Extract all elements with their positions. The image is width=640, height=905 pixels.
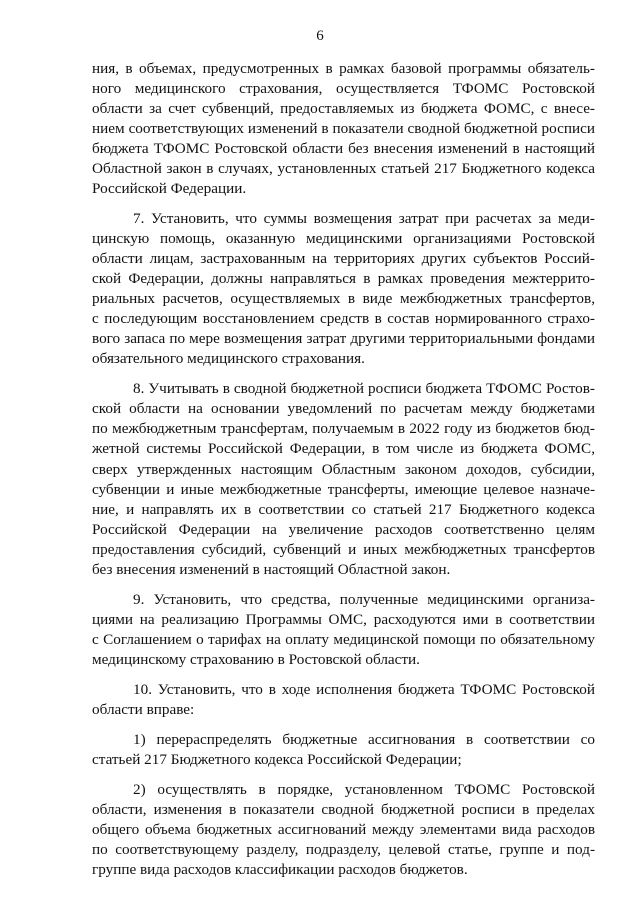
- paragraph-9-first-line: 9. Установить, что средства, полученные медицинскими организа-: [133, 590, 595, 608]
- text-line: с последующим восстановлением средств в состав нормированного страхо-: [92, 310, 595, 328]
- text-line: субвенции и иные межбюджетные трансферты, имеющие целевое назначе-: [92, 480, 595, 498]
- text-line: ния, в объемах, предусмотренных в рамках базовой программы обязатель-: [92, 60, 595, 77]
- text-line: жетной системы Российской Федерации, в том числе из бюджета ФОМС,: [92, 440, 595, 458]
- text-line: вого запаса по мере возмещения затрат другими территориальными фондами: [92, 330, 595, 348]
- text-line: Областной закон в случаях, установленных статьей 217 Бюджетного кодекса: [92, 160, 595, 178]
- text-line: с Соглашением о тарифах на оплату медицинской помощи по обязательному: [92, 630, 595, 648]
- text-line: предоставления субсидий, субвенций и иных межбюджетных трансфертов: [92, 540, 595, 558]
- subitem-2-first-line: 2) осуществлять в порядке, установленном ТФОМС Ростовской: [133, 780, 595, 798]
- text-line: цинскую помощь, оказанную медицинскими организациями Ростовской: [92, 230, 595, 248]
- text-line: ской Федерации, должны направляться в рамках проведения межтеррито-: [92, 270, 595, 288]
- subitem-1-first-line: 1) перераспределять бюджетные ассигнования в соответствии со: [133, 730, 595, 748]
- paragraph-8-first-line: 8. Учитывать в сводной бюджетной росписи бюджета ТФОМС Ростов-: [133, 380, 595, 398]
- paragraph-10-first-line: 10. Установить, что в ходе исполнения бюджета ТФОМС Ростовской: [133, 680, 595, 698]
- text-line: по соответствующему разделу, подразделу, целевой статье, группе и под-: [92, 840, 595, 858]
- text-line: области за счет субвенций, предоставляемых из бюджета ФОМС, с внесе-: [92, 100, 595, 118]
- text-line: без внесения изменений в настоящий Областной закон.: [92, 560, 451, 578]
- text-line: сверх утвержденных настоящим Областным законом доходов, субсидии,: [92, 460, 595, 478]
- paragraph-7-first-line: 7. Установить, что суммы возмещения затрат при расчетах за меди-: [133, 210, 595, 228]
- text-line: области, изменения в показатели сводной бюджетной росписи в пределах: [92, 800, 595, 818]
- text-line: ного медицинского страхования, осуществляется ТФОМС Ростовской: [92, 80, 595, 98]
- text-line: бюджета ТФОМС Ростовской области без внесения изменений в настоящий: [92, 140, 595, 158]
- text-line: циями на реализацию Программы ОМС, расходуются ими в соответствии: [92, 610, 595, 628]
- text-line: обязательного медицинского страхования.: [92, 350, 365, 368]
- text-line: области вправе:: [92, 700, 195, 718]
- text-line: риальных расчетов, осуществляемых в виде межбюджетных трансфертов,: [92, 290, 595, 308]
- text-line: по межбюджетным трансфертам, получаемым в 2022 году из бюджетов бюд-: [92, 420, 595, 438]
- text-line: медицинскому страхованию в Ростовской области.: [92, 650, 420, 668]
- text-line: ской области на основании уведомлений по расчетам между бюджетами: [92, 400, 595, 418]
- text-line: области лицам, застрахованным на территориях других субъектов Россий-: [92, 250, 595, 268]
- text-line: ние, и направлять их в соответствии со статьей 217 Бюджетного кодекса: [92, 500, 595, 518]
- text-line: статьей 217 Бюджетного кодекса Российской Федерации;: [92, 750, 462, 768]
- text-line: общего объема бюджетных ассигнований между элементами вида расходов: [92, 820, 595, 838]
- text-line: Российской Федерации.: [92, 180, 247, 198]
- page-number: 6: [316, 28, 324, 44]
- text-line: группе вида расходов классификации расходов бюджетов.: [92, 861, 468, 878]
- text-line: нием соответствующих изменений в показатели сводной бюджетной росписи: [92, 120, 595, 138]
- text-line: Российской Федерации на увеличение расходов соответственно целям: [92, 520, 595, 538]
